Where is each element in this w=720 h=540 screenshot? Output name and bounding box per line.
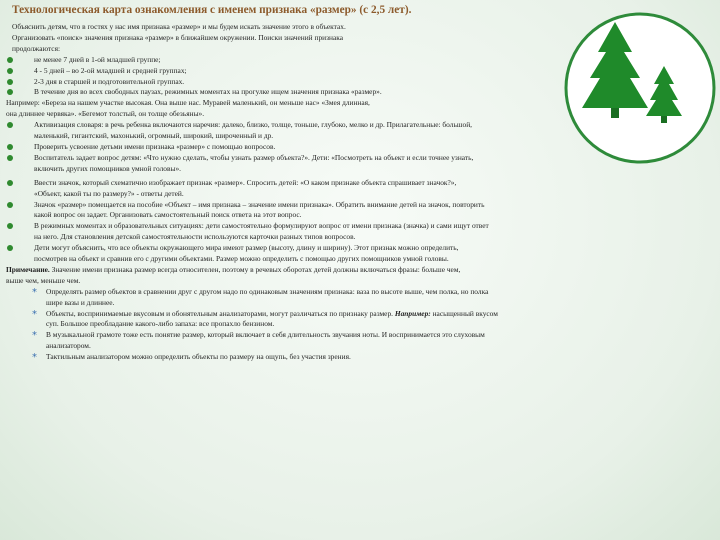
green-dot-icon (7, 122, 13, 128)
remark-item: ⁎ В музыкальной грамоте тоже есть понятие размер, который включает в себя длительность звучания ноты. И воспринимается это слуховым анализатором. (32, 327, 485, 351)
step-item: Проверить усвоение детьми имени признака «размер» с помощью вопросов. (6, 142, 712, 153)
intro-line: Объяснить детям, что в гостях у нас имя признака «размер» и мы будем искать значение этого в объектах. (12, 22, 346, 31)
green-dot-icon (7, 180, 13, 186)
star-arrow-icon: ⁎ (32, 327, 37, 339)
intro-line: Организовать «поиск» значения признака «размер» в ближайшем окружении. Поиски значений признака (12, 32, 344, 42)
green-dot-icon (7, 245, 13, 251)
remark-item: ⁎ Тактильным анализатором можно определить объекты по размеру на ощупь, без участия зрения. (32, 349, 351, 362)
note-label: Примечание. (6, 264, 50, 274)
period-item: 2-3 дня в старшей и подготовительной группах. (6, 77, 712, 88)
note-line: Примечание. Значение имени признака размер всегда относителен, поэтому в речевых оборотах детей должны включаться фразы: больше чем, (6, 264, 461, 274)
green-dot-icon (7, 79, 13, 85)
document-body (6, 22, 712, 363)
green-dot-icon (7, 223, 13, 229)
step-item: Ввести значок, который схематично изображает признак «размер». Спросить детей: «О каком признаке объекта спрашивает значок?», «Объект, какой ты по размеру?» - ответы детей. (6, 178, 712, 200)
green-dot-icon (7, 68, 13, 74)
intro-line: продолжаются: (12, 43, 61, 53)
example-line: она длиннее червяка». «Бегемот толстый, он толще обезьяны». (6, 109, 205, 119)
green-dot-icon (7, 202, 13, 208)
green-dot-icon (7, 155, 13, 161)
star-arrow-icon: ⁎ (32, 349, 37, 361)
step-item: Активизация словаря: в речь ребенка включаются наречия: далеко, близко, толще, тоньше, глубоко, мелко и др. Прилагательные: большой, маленький, гигантский, махонький, огромный, широкий, широченный и др. (6, 120, 712, 142)
step-item: Значок «размер» помещается на пособие «Объект – имя признака – значение имени признака». Обратить внимание детей на значок, повторить какой вопрос он задает. Организовать самостоятельный поиск ответа на этот вопрос. (6, 200, 712, 222)
page-title: Технологическая карта ознакомления с именем признака «размер» (с 2,5 лет). (12, 4, 412, 16)
example-line: Например: «Береза на нашем участке высокая. Она выше нас. Муравей маленький, он меньше нас» «Змея длинная, (6, 98, 370, 108)
step-item: Дети могут объяснить, что все объекты окружающего мира имеют размер (высоту, длину и ширину). Этот признак можно определить, посмотрев на объект и сравнив его с другими объектами. Размер можно определить с помощью других помощников умной головы. (6, 243, 712, 265)
green-dot-icon (7, 89, 13, 95)
green-dot-icon (7, 57, 13, 63)
period-item: В течение дня во всех свободных паузах, режимных моментах на прогулке ищем значения признака «размер». (6, 87, 712, 98)
remark-item: ⁎ Объекты, воспринимаемые вкусовым и обонятельным анализаторами, могут различаться по признаку размер. Например: насыщенный вкусом суп. Большое преобладание какого-либо запаха: все пропахло бензином. (32, 305, 498, 329)
remark-item: ⁎ Определять размер объектов в сравнении друг с другом надо по одинаковым значениям признака: ваза по высоте выше, чем полка, но полка шире вазы и длиннее. (32, 283, 489, 307)
star-arrow-icon: ⁎ (32, 305, 37, 317)
star-arrow-icon: ⁎ (32, 283, 37, 295)
period-item: 4 - 5 дней – во 2-ой младшей и средней группах; (6, 66, 712, 77)
period-item: не менее 7 дней в 1-ой младшей группе; (6, 55, 712, 66)
step-item: Воспитатель задает вопрос детям: «Что нужно сделать, чтобы узнать размер объекта?». Дети: «Посмотреть на объект и если точнее узнать, включить других помощников умной головы». (6, 153, 712, 175)
green-dot-icon (7, 144, 13, 150)
step-item: В режимных моментах и образовательных ситуациях: дети самостоятельно формулируют вопрос от имени признака (значка) и сами ищут ответ на него. Для становления детской самостоятельности используются карточки разных типов вопросов. (6, 221, 712, 243)
note-line: выше чем, меньше чем. (6, 275, 81, 285)
